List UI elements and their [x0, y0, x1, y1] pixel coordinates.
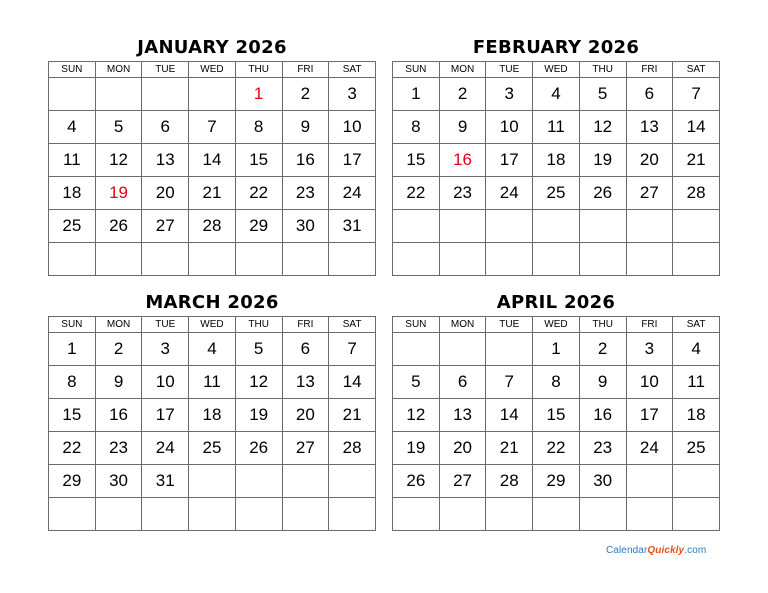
empty-day-cell — [486, 498, 533, 531]
day-cell: 31 — [142, 465, 189, 498]
day-cell: 25 — [49, 210, 96, 243]
day-cell: 10 — [486, 111, 533, 144]
empty-day-cell — [49, 243, 96, 276]
day-cell: 3 — [626, 333, 673, 366]
weekday-header: SAT — [329, 62, 376, 78]
day-cell: 15 — [533, 399, 580, 432]
week-row — [49, 366, 376, 399]
day-cell: 15 — [49, 399, 96, 432]
week-row — [393, 243, 720, 276]
weekday-header: SAT — [329, 317, 376, 333]
empty-day-cell — [329, 498, 376, 531]
week-row — [49, 333, 376, 366]
day-cell: 30 — [95, 465, 142, 498]
day-cell: 22 — [49, 432, 96, 465]
day-cell: 5 — [95, 111, 142, 144]
day-cell: 16 — [95, 399, 142, 432]
day-cell: 29 — [533, 465, 580, 498]
day-cell: 2 — [282, 78, 329, 111]
month-title: APRIL 2026 — [496, 292, 616, 313]
day-cell: 1 — [533, 333, 580, 366]
day-cell: 2 — [439, 78, 486, 111]
empty-day-cell — [393, 243, 440, 276]
day-cell: 15 — [393, 144, 440, 177]
week-row — [49, 144, 376, 177]
weekday-header: FRI — [626, 317, 673, 333]
month-calendar-february — [392, 36, 720, 276]
day-cell: 14 — [486, 399, 533, 432]
day-cell: 13 — [282, 366, 329, 399]
day-cell: 6 — [142, 111, 189, 144]
empty-day-cell — [142, 78, 189, 111]
week-row — [49, 78, 376, 111]
day-cell: 24 — [329, 177, 376, 210]
day-cell: 17 — [486, 144, 533, 177]
day-cell: 26 — [235, 432, 282, 465]
empty-day-cell — [142, 243, 189, 276]
empty-day-cell — [393, 498, 440, 531]
day-cell: 22 — [235, 177, 282, 210]
day-cell: 14 — [189, 144, 236, 177]
weekday-header: SUN — [49, 62, 96, 78]
calendar-grid — [48, 316, 376, 531]
week-row — [393, 210, 720, 243]
weekday-header: TUE — [142, 317, 189, 333]
week-row — [393, 465, 720, 498]
weekday-header: TUE — [486, 62, 533, 78]
weekday-header: MON — [439, 317, 486, 333]
day-cell: 27 — [142, 210, 189, 243]
week-row — [49, 498, 376, 531]
day-cell: 1 — [235, 78, 282, 111]
day-cell: 25 — [673, 432, 720, 465]
week-row — [49, 399, 376, 432]
day-cell: 12 — [579, 111, 626, 144]
empty-day-cell — [282, 243, 329, 276]
empty-day-cell — [235, 465, 282, 498]
empty-day-cell — [673, 243, 720, 276]
day-cell: 20 — [626, 144, 673, 177]
day-cell: 3 — [142, 333, 189, 366]
empty-day-cell — [95, 498, 142, 531]
empty-day-cell — [95, 78, 142, 111]
empty-day-cell — [673, 210, 720, 243]
empty-day-cell — [393, 333, 440, 366]
day-cell: 10 — [626, 366, 673, 399]
week-row — [49, 177, 376, 210]
weekday-header: THU — [579, 317, 626, 333]
brand-text-domain: .com — [684, 545, 707, 556]
day-cell: 13 — [439, 399, 486, 432]
day-cell: 16 — [282, 144, 329, 177]
week-row — [49, 465, 376, 498]
day-cell: 4 — [189, 333, 236, 366]
weekday-header: THU — [579, 62, 626, 78]
day-cell: 1 — [393, 78, 440, 111]
empty-day-cell — [673, 465, 720, 498]
calendar-grid — [48, 61, 376, 276]
month-title: FEBRUARY 2026 — [472, 37, 640, 58]
day-cell: 19 — [95, 177, 142, 210]
day-cell: 3 — [329, 78, 376, 111]
day-cell: 2 — [579, 333, 626, 366]
empty-day-cell — [533, 498, 580, 531]
empty-day-cell — [95, 243, 142, 276]
day-cell: 19 — [235, 399, 282, 432]
weekday-header: TUE — [142, 62, 189, 78]
day-cell: 11 — [49, 144, 96, 177]
empty-day-cell — [626, 465, 673, 498]
day-cell: 26 — [579, 177, 626, 210]
weekday-header: MON — [95, 62, 142, 78]
empty-day-cell — [626, 243, 673, 276]
empty-day-cell — [282, 498, 329, 531]
weekday-header: FRI — [282, 317, 329, 333]
day-cell: 8 — [393, 111, 440, 144]
day-cell: 6 — [439, 366, 486, 399]
day-cell: 19 — [579, 144, 626, 177]
day-cell: 23 — [282, 177, 329, 210]
day-cell: 12 — [235, 366, 282, 399]
empty-day-cell — [142, 498, 189, 531]
day-cell: 30 — [282, 210, 329, 243]
weekday-header: SAT — [673, 62, 720, 78]
day-cell: 9 — [579, 366, 626, 399]
day-cell: 23 — [579, 432, 626, 465]
day-cell: 27 — [282, 432, 329, 465]
day-cell: 29 — [235, 210, 282, 243]
empty-day-cell — [393, 210, 440, 243]
empty-day-cell — [189, 465, 236, 498]
day-cell: 12 — [95, 144, 142, 177]
day-cell: 18 — [49, 177, 96, 210]
day-cell: 8 — [235, 111, 282, 144]
day-cell: 31 — [329, 210, 376, 243]
weekday-header: WED — [189, 62, 236, 78]
day-cell: 5 — [579, 78, 626, 111]
brand-logo[interactable] — [606, 545, 706, 556]
day-cell: 18 — [673, 399, 720, 432]
day-cell: 21 — [189, 177, 236, 210]
day-cell: 5 — [235, 333, 282, 366]
brand-text-quickly: Quickly — [647, 545, 685, 556]
day-cell: 18 — [189, 399, 236, 432]
day-cell: 1 — [49, 333, 96, 366]
day-cell: 22 — [533, 432, 580, 465]
day-cell: 24 — [142, 432, 189, 465]
empty-day-cell — [533, 210, 580, 243]
weekday-header: SUN — [393, 317, 440, 333]
day-cell: 8 — [533, 366, 580, 399]
day-cell: 28 — [189, 210, 236, 243]
day-cell: 25 — [189, 432, 236, 465]
day-cell: 11 — [673, 366, 720, 399]
week-row — [393, 144, 720, 177]
day-cell: 14 — [329, 366, 376, 399]
day-cell: 20 — [282, 399, 329, 432]
empty-day-cell — [329, 465, 376, 498]
day-cell: 14 — [673, 111, 720, 144]
empty-day-cell — [626, 210, 673, 243]
weekday-header-row — [393, 317, 720, 333]
day-cell: 11 — [189, 366, 236, 399]
day-cell: 20 — [439, 432, 486, 465]
week-row — [393, 177, 720, 210]
empty-day-cell — [673, 498, 720, 531]
day-cell: 9 — [439, 111, 486, 144]
day-cell: 8 — [49, 366, 96, 399]
day-cell: 17 — [626, 399, 673, 432]
weekday-header: MON — [95, 317, 142, 333]
day-cell: 21 — [673, 144, 720, 177]
weekday-header: FRI — [626, 62, 673, 78]
weekday-header: WED — [189, 317, 236, 333]
day-cell: 9 — [95, 366, 142, 399]
week-row — [393, 366, 720, 399]
day-cell: 2 — [95, 333, 142, 366]
day-cell: 24 — [626, 432, 673, 465]
empty-day-cell — [49, 78, 96, 111]
empty-day-cell — [486, 333, 533, 366]
week-row — [393, 399, 720, 432]
day-cell: 6 — [626, 78, 673, 111]
day-cell: 24 — [486, 177, 533, 210]
month-title: JANUARY 2026 — [137, 37, 287, 58]
week-row — [393, 78, 720, 111]
month-calendar-april — [392, 291, 720, 531]
weekday-header: FRI — [282, 62, 329, 78]
month-title: MARCH 2026 — [145, 292, 279, 313]
day-cell: 18 — [533, 144, 580, 177]
weekday-header: THU — [235, 62, 282, 78]
day-cell: 20 — [142, 177, 189, 210]
day-cell: 28 — [329, 432, 376, 465]
day-cell: 9 — [282, 111, 329, 144]
empty-day-cell — [439, 243, 486, 276]
empty-day-cell — [579, 210, 626, 243]
week-row — [49, 432, 376, 465]
weekday-header: TUE — [486, 317, 533, 333]
month-calendar-january — [48, 36, 376, 276]
day-cell: 17 — [329, 144, 376, 177]
day-cell: 23 — [95, 432, 142, 465]
week-row — [393, 111, 720, 144]
empty-day-cell — [189, 498, 236, 531]
empty-day-cell — [235, 243, 282, 276]
week-row — [49, 111, 376, 144]
week-row — [49, 210, 376, 243]
day-cell: 29 — [49, 465, 96, 498]
week-row — [49, 243, 376, 276]
weekday-header-row — [393, 62, 720, 78]
day-cell: 7 — [486, 366, 533, 399]
day-cell: 30 — [579, 465, 626, 498]
empty-day-cell — [486, 243, 533, 276]
day-cell: 12 — [393, 399, 440, 432]
day-cell: 7 — [673, 78, 720, 111]
day-cell: 7 — [189, 111, 236, 144]
calendar-grid — [392, 61, 720, 276]
day-cell: 16 — [579, 399, 626, 432]
day-cell: 21 — [329, 399, 376, 432]
empty-day-cell — [486, 210, 533, 243]
day-cell: 16 — [439, 144, 486, 177]
day-cell: 11 — [533, 111, 580, 144]
empty-day-cell — [579, 498, 626, 531]
day-cell: 19 — [393, 432, 440, 465]
day-cell: 10 — [142, 366, 189, 399]
day-cell: 3 — [486, 78, 533, 111]
empty-day-cell — [439, 498, 486, 531]
day-cell: 27 — [439, 465, 486, 498]
day-cell: 25 — [533, 177, 580, 210]
weekday-header-row — [49, 62, 376, 78]
weekday-header: WED — [533, 62, 580, 78]
weekday-header: SUN — [393, 62, 440, 78]
weekday-header: SAT — [673, 317, 720, 333]
day-cell: 13 — [142, 144, 189, 177]
empty-day-cell — [329, 243, 376, 276]
weekday-header: SUN — [49, 317, 96, 333]
empty-day-cell — [189, 78, 236, 111]
day-cell: 6 — [282, 333, 329, 366]
day-cell: 27 — [626, 177, 673, 210]
empty-day-cell — [439, 210, 486, 243]
day-cell: 26 — [393, 465, 440, 498]
day-cell: 5 — [393, 366, 440, 399]
empty-day-cell — [626, 498, 673, 531]
day-cell: 23 — [439, 177, 486, 210]
day-cell: 4 — [49, 111, 96, 144]
weekday-header: THU — [235, 317, 282, 333]
day-cell: 28 — [673, 177, 720, 210]
empty-day-cell — [49, 498, 96, 531]
weekday-header-row — [49, 317, 376, 333]
day-cell: 17 — [142, 399, 189, 432]
empty-day-cell — [282, 465, 329, 498]
empty-day-cell — [439, 333, 486, 366]
week-row — [393, 432, 720, 465]
month-calendar-march — [48, 291, 376, 531]
day-cell: 28 — [486, 465, 533, 498]
day-cell: 13 — [626, 111, 673, 144]
empty-day-cell — [533, 243, 580, 276]
day-cell: 26 — [95, 210, 142, 243]
day-cell: 22 — [393, 177, 440, 210]
empty-day-cell — [579, 243, 626, 276]
empty-day-cell — [235, 498, 282, 531]
weekday-header: WED — [533, 317, 580, 333]
weekday-header: MON — [439, 62, 486, 78]
empty-day-cell — [189, 243, 236, 276]
day-cell: 10 — [329, 111, 376, 144]
day-cell: 7 — [329, 333, 376, 366]
week-row — [393, 498, 720, 531]
calendar-grid — [392, 316, 720, 531]
week-row — [393, 333, 720, 366]
day-cell: 4 — [533, 78, 580, 111]
day-cell: 21 — [486, 432, 533, 465]
brand-text-calendar: Calendar — [606, 545, 648, 556]
day-cell: 15 — [235, 144, 282, 177]
day-cell: 4 — [673, 333, 720, 366]
